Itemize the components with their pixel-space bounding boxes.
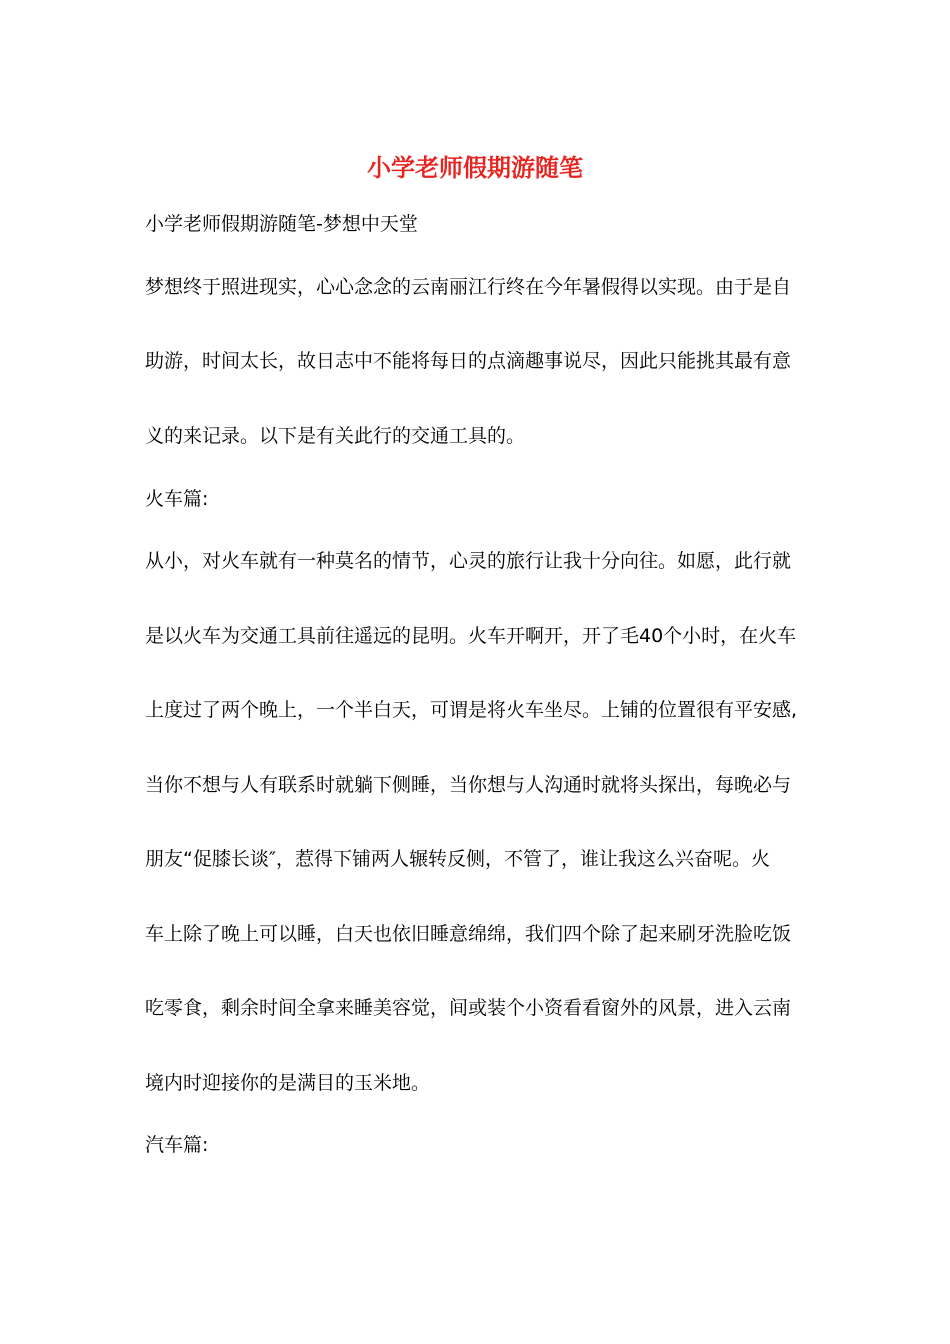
paragraph-line: 上度过了两个晚上，一个半白天，可谓是将火车坐尽。上铺的位置很有平安感,: [145, 699, 798, 721]
paragraph-line: 义的来记录。以下是有关此行的交通工具的。: [145, 425, 526, 447]
paragraph-line: 梦想终于照进现实，心心念念的云南丽江行终在今年暑假得以实现。由于是自: [145, 276, 792, 298]
paragraph-line: 朋友“促膝长谈″，惹得下铺两人辗转反侧，不管了，谁让我这么兴奋呢。火: [145, 848, 770, 870]
paragraph-line: 车上除了晚上可以睡，白天也依旧睡意绵绵，我们四个除了起来刷牙洗脸吃饭: [145, 923, 792, 945]
paragraph-line: 助游，时间太长，故日志中不能将每日的点滴趣事说尽，因此只能挑其最有意: [145, 350, 792, 372]
paragraph-line: 吃零食，剩余时间全拿来睡美容觉，间或装个小资看看窗外的风景，进入云南: [145, 997, 792, 1019]
section-heading-train: 火车篇:: [145, 488, 209, 510]
section-heading-bus: 汽车篇:: [145, 1134, 209, 1156]
paragraph-line: 境内时迎接你的是满目的玉米地。: [145, 1072, 431, 1094]
paragraph-line: 是以火车为交通工具前往遥远的昆明。火车开啊开，开了毛40个小时，在火车: [145, 625, 797, 647]
paragraph-line: 当你不想与人有联系时就躺下侧睡，当你想与人沟通时就将头探出，每晚必与: [145, 774, 792, 796]
subtitle-line: 小学老师假期游随笔-梦想中天堂: [145, 213, 418, 235]
paragraph-line: 从小，对火车就有一种莫名的情节，心灵的旅行让我十分向往。如愿，此行就: [145, 550, 792, 572]
document-title: 小学老师假期游随笔: [367, 153, 583, 182]
